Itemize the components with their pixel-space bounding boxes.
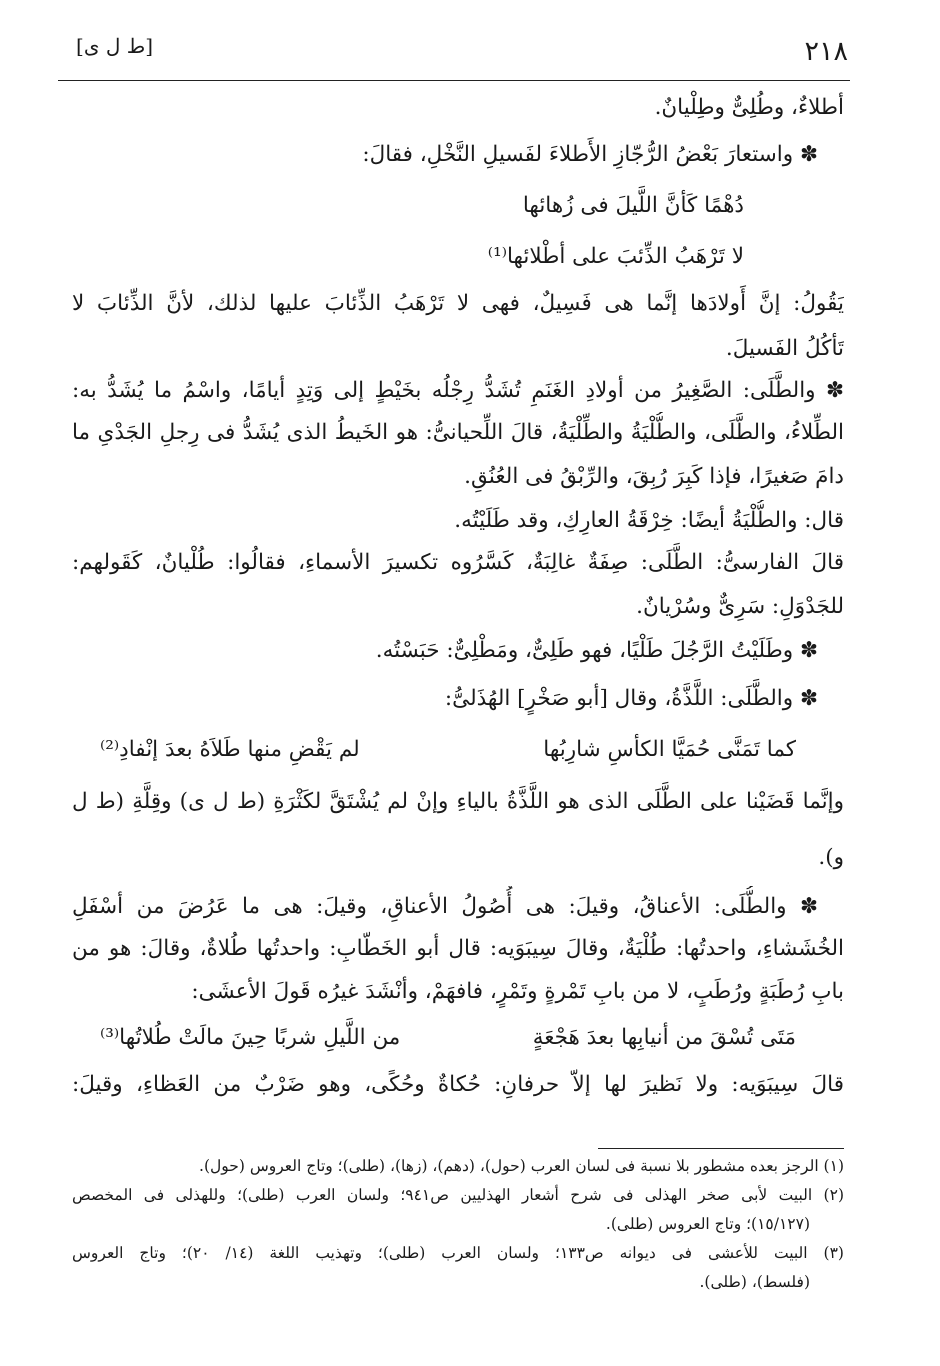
text-line: ✽ والطَّلَى: الصَّغِيرُ من أولادِ الغَنَمِ تُشَدُّ رِجْلُه بخَيْطٍ إلى وَتِدٍ أيامًا، واسْمُ ما يُشَدُّ به:	[72, 378, 844, 403]
verse-line	[72, 726, 844, 774]
text-line: دامَ صَغيرًا، فإذا كَبِرَ رُبِقَ، والرِّبْقُ فى العُنُقِ.	[464, 464, 844, 489]
page-number: ٢١٨	[804, 36, 848, 67]
text-line: أطلاءٌ، وطُلِىٌّ وطِلْيانٌ.	[654, 95, 844, 120]
footnotes	[72, 1152, 844, 1297]
text-line: قالَ سِيبَوَيه: ولا نَظيرَ لها إلاّ حرفانِ: حُكاةٌ وحُكًى، وهو ضَرْبٌ من العَظاءِ، وقيلَ:	[72, 1072, 844, 1097]
footnote-line: (١) الرجز بعده مشطور بلا نسبة فى لسان العرب (حول)، (دهم)، (زها)، (طلى)؛ وتاج العروس (حول).	[199, 1157, 844, 1175]
verse-second-hemistich: لم يَقْضِ منها طَلاَهُ بعدَ إنْفادِ⁽²⁾	[100, 737, 360, 762]
text-line: و).	[818, 845, 844, 870]
text-line: ✽ والطُّلَى: الأعناقُ، وقيلَ: هى أُصُولُ الأعناقِ، وقيلَ: هى ما عَرُضَ من أسْفَلِ	[72, 894, 818, 919]
text-line: ✽ واستعارَ بَعْضُ الرُّجّازِ الأَطلاءَ لفَسيلِ النَّخْلِ، فقالَ:	[362, 142, 818, 167]
text-line: تَأكُلُ الفَسيلَ.	[725, 336, 844, 361]
header-rule	[58, 80, 850, 81]
verse-first-hemistich: كما تَمَنَّى حُمَيَّا الكأسِ شارِبُها	[543, 737, 796, 762]
footnote-line: (٣) البيت للأعشى فى ديوانه ص١٣٣؛ ولسان العرب (طلى)؛ وتهذيب اللغة (١٤/ ٢٠)؛ وتاج العروس	[72, 1244, 844, 1262]
text-line: بابِ رُطَبَةٍ ورُطَبٍ، لا من بابِ تَمْرةٍ وتَمْرٍ، فافهَمْ، وأنْشَدَ غيرُه قَولَ الأعشَى:	[191, 979, 844, 1004]
text-line: دُهْمًا كَأنَّ اللَّيلَ فى زُهائها	[522, 193, 744, 218]
footnote-rule	[598, 1148, 844, 1149]
verse-line	[72, 1014, 844, 1062]
verse-first-hemistich: مَتَى تُسْقَ من أنيابِها بعدَ هَجْعَةٍ	[532, 1025, 796, 1050]
text-line: الخُشَشاءِ، واحدتُها: طُلْيَةٌ، وقالَ سِيبَوَيه: قال أبو الخَطّابِ: واحدتُها طُلاةٌ، وقالَ: هو من	[72, 936, 844, 961]
text-line: الطِّلاءُ، والطَّلَى، والطُّلْيَةُ والطِّلْيَةُ، قالَ اللِّحيانىُّ: هو الخَيطُ الذى يُشَدُّ فى رِجلِ الجَدْىِ ما	[72, 420, 844, 445]
footnote-line: (١٥/١٢٧)؛ وتاج العروس (طلى).	[605, 1215, 810, 1233]
footnote-line: (٢) البيت لأبى صخر الهذلى فى شرح أشعار الهذليين ص٩٤١؛ ولسان العرب (طلى)؛ وللهذلى فى المخصص	[72, 1186, 844, 1204]
text-line: لا تَرْهَبُ الذِّئبَ على أطْلائها⁽¹⁾	[487, 244, 744, 269]
text-line: قال: والطُّلْيَةُ أيضًا: خِرْقَةُ العارِكِ، وقد طَلَيْتُه.	[454, 508, 844, 533]
text-line: ✽ وطَلَيْتُ الرَّجُلَ طَلْيًا، فهو طَلِىٌّ، ومَطْلِىٌّ: حَبَسْتُه.	[375, 638, 818, 663]
verse-second-hemistich: من اللَّيلِ شربًا حِينَ مالَتْ طُلاتُها⁽³⁾	[100, 1025, 401, 1050]
text-line: قالَ الفارسىُّ: الطَّلَى: صِفَةٌ غالِبَةٌ، كَسَّرُوه تكسيرَ الأسماءِ، فقالُوا: طُلْيانٌ، كَقَولهم:	[72, 550, 844, 575]
text-line: وإنَّما قَضَيْنا على الطَّلَى الذى هو اللَّذَّةُ بالياءِ وإنْ لم يُشْتَقَّ لكَثْرَةِ (ط ل ى) وقِلَّةِ (ط ل	[72, 789, 844, 814]
root-letters-header: [ط ل ى]	[76, 34, 154, 58]
footnote-line: (فلسط)، (طلى).	[699, 1273, 810, 1291]
text-line: يَقُولُ: إنَّ أَولادَها إنَّما هى فَسِيلٌ، فهى لا تَرْهَبُ الذِّئابَ عليها لذلك، لأنَّ الذِّئابَ لا	[72, 291, 844, 316]
text-line: للجَدْوَلِ: سَرِىٌّ وسُرْيانٌ.	[636, 594, 844, 619]
text-line: ✽ والطَّلَى: اللَّذَّةُ، وقال [أبو صَخْرٍ] الهُذَلىُّ:	[444, 686, 818, 711]
